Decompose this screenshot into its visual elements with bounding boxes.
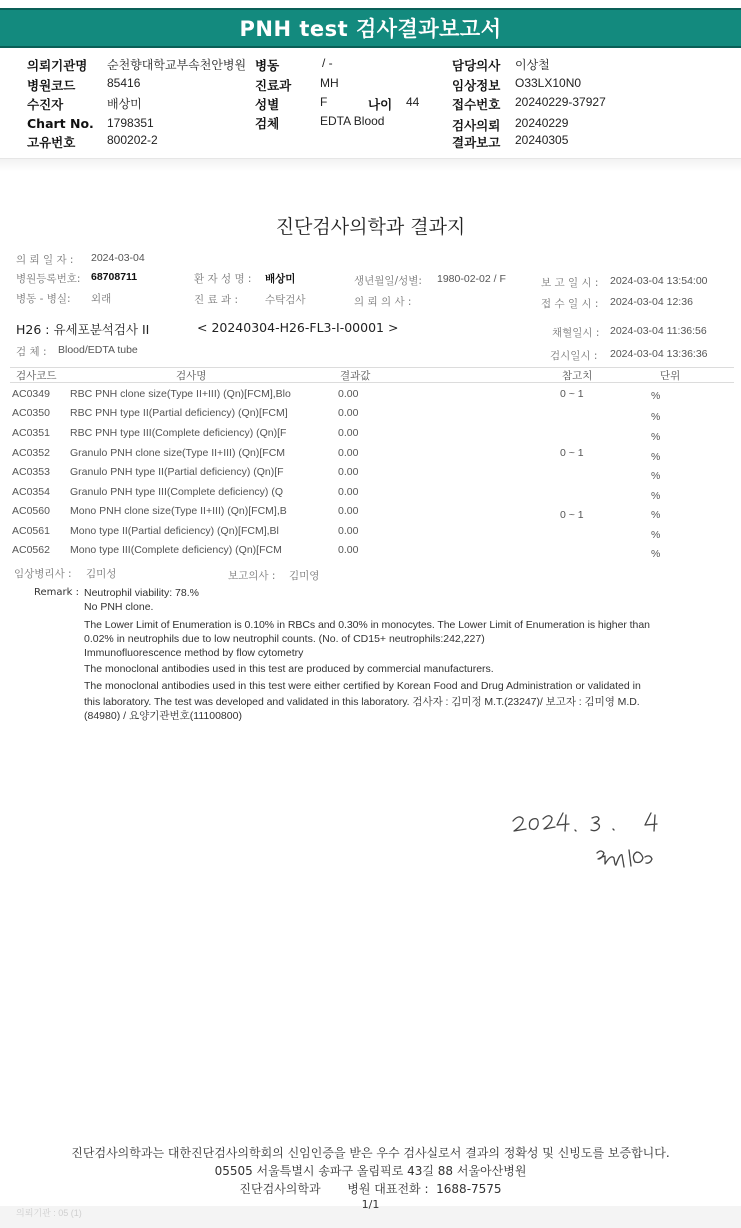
row-code: AC0560 (12, 505, 50, 517)
row-name: Mono PNH clone size(Type II+III) (Qn)[FCM],B (70, 505, 287, 517)
row-code: AC0561 (12, 525, 50, 537)
clinical-value: O33LX10N0 (515, 76, 582, 90)
report-time-value: 2024-03-04 13:54:00 (610, 275, 708, 287)
table-row (0, 505, 741, 525)
footer-address: 05505 서울특별시 송파구 올림픽로 43길 88 서울아산병원 (214, 1164, 527, 1178)
remark-line: Neutrophil viability: 78.% (84, 587, 199, 599)
test-group: H26 : 유세포분석검사 II (16, 322, 150, 337)
remark-line: 0.02% in neutrophils due to low neutrophil counts. (No. of CD15+ neutrophils:242,227) (84, 633, 485, 645)
report-title-bar (0, 8, 741, 48)
row-unit: % (651, 431, 661, 443)
collect-time-label: 채혈일시 : (552, 327, 600, 339)
test-time-value: 2024-03-04 13:36:36 (610, 348, 708, 360)
hospital-code-label: 병원코드 (27, 78, 76, 93)
request-date-label: 의 뢰 일 자 : (16, 254, 74, 266)
chart-value: 1798351 (107, 116, 154, 130)
row-code: AC0354 (12, 486, 50, 498)
dept-value: MH (320, 76, 339, 90)
ward-room-label: 병동 - 병실: (16, 293, 71, 305)
request-date-value: 2024-03-04 (91, 252, 145, 264)
birth-label: 생년월일/성별: (354, 275, 422, 287)
row-name: Mono type II(Partial deficiency) (Qn)[FCM],Bl (70, 525, 279, 537)
reg-no-value: 68708711 (91, 271, 138, 283)
remark-line: this laboratory. The test was developed and validated in this laboratory. 검사자 : 김미정 M.T.(23247)/ 보고자 : 김미영 M.D. (84, 696, 640, 708)
row-unit: % (651, 411, 661, 423)
row-ref: 0 ~ 1 (560, 388, 584, 400)
footer-dept: 진단검사의학과 (239, 1182, 321, 1196)
receive-time-value: 2024-03-04 12:36 (610, 296, 693, 308)
col-name: 검사명 (176, 370, 207, 382)
row-result: 0.00 (338, 525, 359, 537)
row-unit: % (651, 548, 661, 560)
table-row (0, 447, 741, 467)
row-unit: % (651, 529, 661, 541)
footer-phone: 1688-7575 (436, 1182, 502, 1196)
row-result: 0.00 (338, 505, 359, 517)
patient-label: 수진자 (27, 97, 64, 112)
reg-no-label: 병원등록번호: (16, 273, 81, 285)
row-result: 0.00 (338, 486, 359, 498)
table-row (0, 407, 741, 427)
specimen-type-label: 검 체 : (16, 346, 47, 358)
age-label: 나이 (368, 97, 393, 112)
handwritten-signature (505, 805, 685, 880)
ward-value: / - (322, 56, 333, 70)
row-name: Granulo PNH type III(Complete deficiency) (Q (70, 486, 283, 498)
table-row (0, 544, 741, 564)
specimen-value: EDTA Blood (320, 114, 385, 128)
footer-faded-text: 의뢰기관 : 05 (1) (16, 1208, 82, 1218)
remark-line: The Lower Limit of Enumeration is 0.10% in RBCs and 0.30% in monocytes. The Lower Limit of Enumeration is higher than (84, 619, 650, 631)
unique-label: 고유번호 (27, 135, 76, 150)
remark-line: The monoclonal antibodies used in this test were either certified by Korean Food and Drug Administration or validated in (84, 680, 641, 692)
row-unit: % (651, 470, 661, 482)
patient-name-value: 배상미 (265, 273, 296, 285)
report-title: PNH test 검사결과보고서 (239, 17, 502, 41)
reporter-value: 김미영 (289, 570, 320, 582)
pathologist-value: 김미성 (86, 568, 117, 580)
row-code: AC0351 (12, 427, 50, 439)
results-table-header (10, 367, 734, 383)
row-name: Mono type III(Complete deficiency) (Qn)[FCM (70, 544, 282, 556)
pathologist-label: 임상병리사 : (14, 568, 72, 580)
receipt-label: 접수번호 (452, 97, 501, 112)
row-name: RBC PNH clone size(Type II+III) (Qn)[FCM],Blo (70, 388, 291, 400)
specimen-label: 검체 (255, 116, 280, 131)
row-unit: % (651, 451, 661, 463)
row-ref: 0 ~ 1 (560, 447, 584, 459)
birth-value: 1980-02-02 / F (437, 273, 506, 285)
col-result: 결과값 (340, 370, 371, 382)
specimen-type-value: Blood/EDTA tube (58, 344, 138, 356)
row-name: RBC PNH type III(Complete deficiency) (Qn)[F (70, 427, 287, 439)
doctor-label: 담당의사 (452, 58, 501, 73)
unique-value: 800202-2 (107, 133, 158, 147)
row-ref: 0 ~ 1 (560, 509, 584, 521)
doctor-value: 이상철 (515, 58, 550, 72)
row-code: AC0353 (12, 466, 50, 478)
row-result: 0.00 (338, 427, 359, 439)
chart-label: Chart No. (27, 116, 94, 131)
row-name: RBC PNH type II(Partial deficiency) (Qn)[FCM] (70, 407, 288, 419)
receipt-value: 20240229-37927 (515, 95, 606, 109)
remark-label: Remark : (34, 587, 79, 598)
table-row (0, 388, 741, 408)
receive-time-label: 접 수 일 시 : (541, 298, 599, 310)
table-row (0, 427, 741, 447)
row-unit: % (651, 509, 661, 521)
row-name: Granulo PNH clone size(Type II+III) (Qn)[FCM (70, 447, 286, 459)
institution-value: 순천향대학교부속천안병원 (107, 58, 247, 72)
hospital-code-value: 85416 (107, 76, 141, 90)
footer-contact (0, 1180, 741, 1197)
institution-label: 의뢰기관명 (27, 58, 88, 73)
col-code: 검사코드 (16, 370, 57, 382)
table-row (0, 486, 741, 506)
col-ref: 참고치 (562, 370, 593, 382)
footer-certification: 진단검사의학과는 대한진단검사의학회의 신임인증을 받은 우수 검사실로서 결과의 정확성 및 신빙도를 보증합니다. (71, 1146, 670, 1160)
col-unit: 단위 (660, 370, 681, 382)
collect-time-value: 2024-03-04 11:36:56 (610, 325, 707, 337)
row-unit: % (651, 490, 661, 502)
ward-room-value: 외래 (91, 293, 112, 305)
req-doctor-label: 의 뢰 의 사 : (354, 296, 412, 308)
sex-label: 성별 (255, 97, 280, 112)
clinic-dept-value: 수탁검사 (265, 294, 306, 306)
report-date-label: 결과보고 (452, 135, 501, 150)
clinic-dept-label: 진 료 과 : (194, 294, 238, 306)
remark-line: Immunofluorescence method by flow cytometry (84, 647, 304, 659)
dept-label: 진료과 (255, 78, 292, 93)
age-value: 44 (406, 95, 420, 109)
row-code: AC0562 (12, 544, 50, 556)
remark-line: (84980) / 요양기관번호(11100800) (84, 710, 242, 722)
request-label: 검사의뢰 (452, 118, 501, 133)
ward-label: 병동 (255, 58, 280, 73)
row-unit: % (651, 390, 661, 402)
row-code: AC0349 (12, 388, 50, 400)
reporter-label: 보고의사 : (228, 570, 276, 582)
report-date-value: 20240305 (515, 133, 569, 147)
request-value: 20240229 (515, 116, 569, 130)
table-row (0, 466, 741, 486)
row-result: 0.00 (338, 407, 359, 419)
patient-name-label: 환 자 성 명 : (194, 273, 252, 285)
page-number: 1/1 (361, 1198, 380, 1211)
patient-value: 배상미 (107, 97, 142, 111)
clinical-label: 임상정보 (452, 78, 501, 93)
row-result: 0.00 (338, 466, 359, 478)
test-time-label: 검시일시 : (550, 350, 598, 362)
table-row (0, 525, 741, 545)
remark-line: No PNH clone. (84, 601, 154, 613)
header-divider (0, 158, 741, 172)
footer-phone-label: 병원 대표전화 : (347, 1182, 429, 1196)
row-result: 0.00 (338, 447, 359, 459)
row-name: Granulo PNH type II(Partial deficiency) (Qn)[F (70, 466, 284, 478)
row-result: 0.00 (338, 544, 359, 556)
sex-value: F (320, 95, 328, 109)
row-code: AC0352 (12, 447, 50, 459)
report-time-label: 보 고 일 시 : (541, 277, 599, 289)
row-code: AC0350 (12, 407, 50, 419)
row-result: 0.00 (338, 388, 359, 400)
lab-report-title: 진단검사의학과 결과지 (275, 216, 466, 238)
specimen-id: < 20240304-H26-FL3-I-00001 > (197, 320, 399, 335)
remark-line: The monoclonal antibodies used in this test are produced by commercial manufacturers. (84, 663, 494, 675)
